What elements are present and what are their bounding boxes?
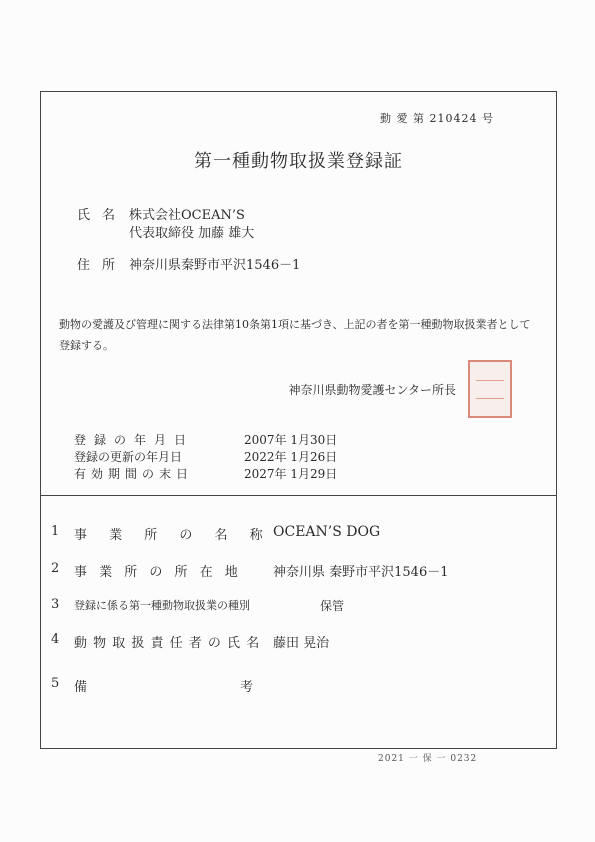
item-number: 3 (51, 597, 60, 612)
item-label: 動 物 取 扱 責 任 者 の 氏 名 (74, 636, 261, 651)
item-number: 1 (51, 524, 60, 539)
expiry-date-value: 2027年 1月29日 (244, 467, 338, 481)
renewal-date-value: 2022年 1月26日 (244, 450, 338, 464)
issuing-authority: 神奈川県動物愛護センター所長 (288, 383, 456, 397)
certificate-frame (40, 91, 557, 749)
address-label: 住所 (77, 258, 128, 273)
company-name: 株式会社OCEAN’S (129, 208, 245, 223)
item-value: 考 (240, 680, 254, 695)
holder-address: 神奈川県秦野市平沢1546－1 (129, 258, 301, 273)
registration-statement: 動物の愛護及び管理に関する法律第10条第1項に基づき、上記の者を第一種動物取扱業者として登録する。 (59, 318, 531, 352)
registration-number: 動 愛 第 210424 号 (380, 112, 494, 125)
renewal-date-label: 登録の更新の年月日 (74, 450, 183, 464)
item-label: 事 業 所 の 名 称 (74, 528, 272, 543)
certificate-title: 第一種動物取扱業登録証 (194, 151, 403, 172)
item-label: 登録に係る第一種動物取扱業の種別 (74, 599, 250, 612)
name-label: 氏名 (77, 208, 128, 223)
document-code: 2021 一 保 一 0232 (378, 754, 478, 764)
registration-date-label: 登録の年月日 (74, 433, 195, 447)
item-label: 事 業 所 の 所 在 地 (74, 565, 242, 580)
official-seal-icon (468, 360, 512, 418)
item-number: 2 (51, 561, 60, 576)
item-value: 保管 (320, 599, 345, 613)
representative-name: 代表取締役 加藤 雄大 (129, 226, 255, 241)
expiry-date-label: 有効期間の末日 (74, 467, 194, 481)
item-value: 神奈川県 秦野市平沢1546－1 (273, 565, 449, 580)
item-number: 5 (51, 676, 60, 691)
section-divider (41, 495, 556, 496)
item-value: 藤田 晃治 (273, 636, 330, 651)
item-value: OCEAN’S DOG (273, 524, 381, 540)
item-label: 備 (74, 680, 88, 695)
registration-date-value: 2007年 1月30日 (244, 433, 338, 447)
item-number: 4 (51, 632, 60, 647)
